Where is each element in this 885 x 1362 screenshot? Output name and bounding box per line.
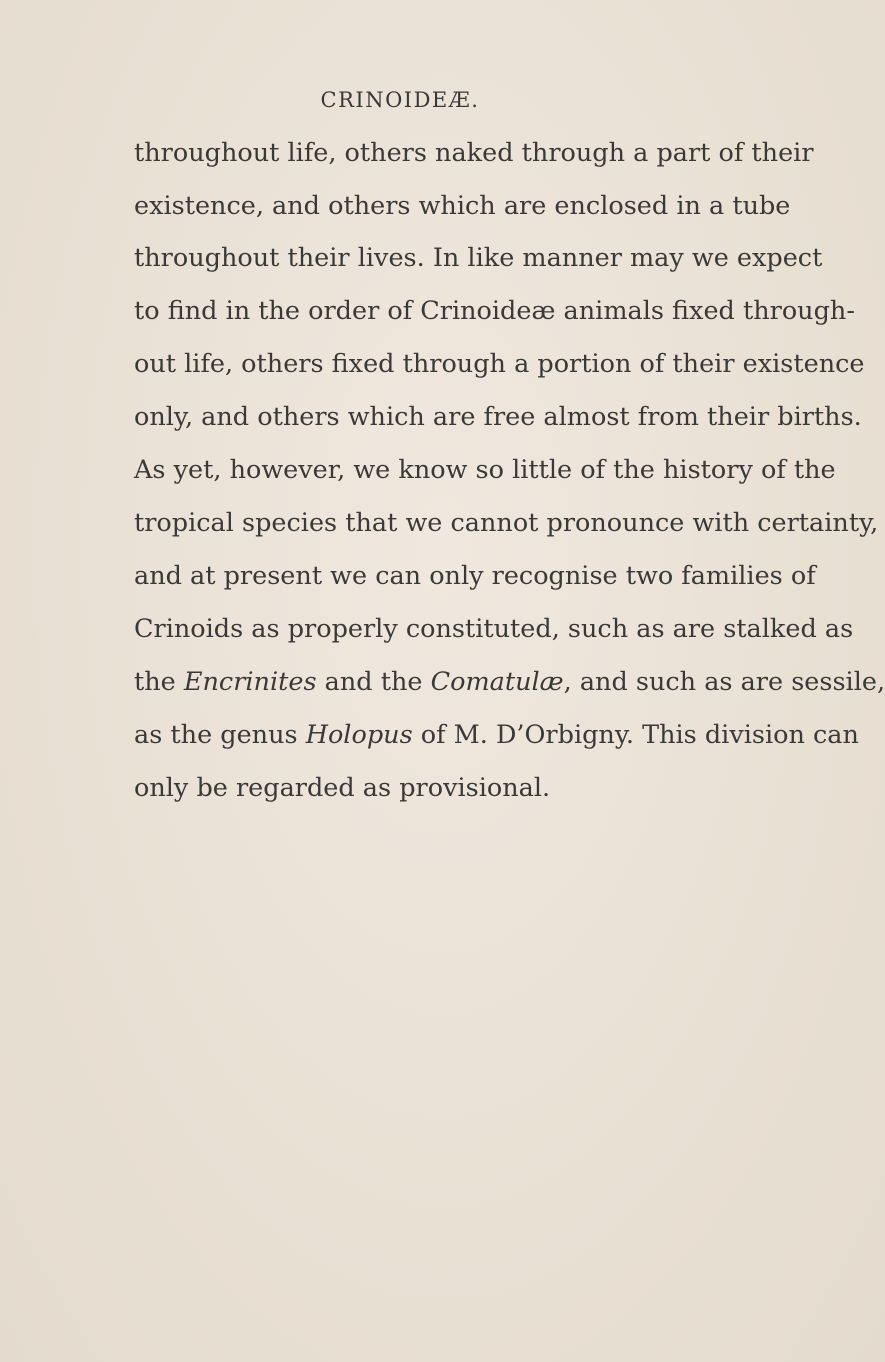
text-line-9: and at present we can only recognise two families of (134, 561, 816, 591)
text-line-11 (134, 667, 885, 697)
text-line-3: throughout their lives. In like manner may we expect (134, 243, 823, 273)
text-line-5: out life, others fixed through a portion of their existence (134, 349, 865, 379)
text-line-12 (134, 720, 859, 750)
text-segment: , and such as are sessile, (563, 667, 885, 697)
text-line-7: As yet, however, we know so little of the history of the (134, 455, 836, 485)
text-segment: as the genus (134, 720, 306, 750)
italic-term-comatulae: Comatulæ (430, 667, 564, 697)
text-line-13: only be regarded as provisional. (134, 773, 551, 803)
text-line-8: tropical species that we cannot pronounce with certainty, (134, 508, 879, 538)
text-segment: of M. D’Orbigny. This division can (412, 720, 859, 750)
running-head: CRINOIDEÆ. (320, 88, 480, 112)
italic-term-encrinites: Encrinites (183, 667, 317, 697)
text-segment: the (134, 667, 184, 697)
text-line-2: existence, and others which are enclosed in a tube (134, 191, 791, 221)
italic-term-holopus: Holopus (305, 720, 413, 750)
text-line-10: Crinoids as properly constituted, such as are stalked as (134, 614, 854, 644)
text-line-4: to find in the order of Crinoideæ animals fixed through- (134, 296, 855, 326)
text-line-1: throughout life, others naked through a part of their (134, 138, 814, 168)
text-line-6: only, and others which are free almost from their births. (134, 402, 862, 432)
text-segment: and the (316, 667, 431, 697)
